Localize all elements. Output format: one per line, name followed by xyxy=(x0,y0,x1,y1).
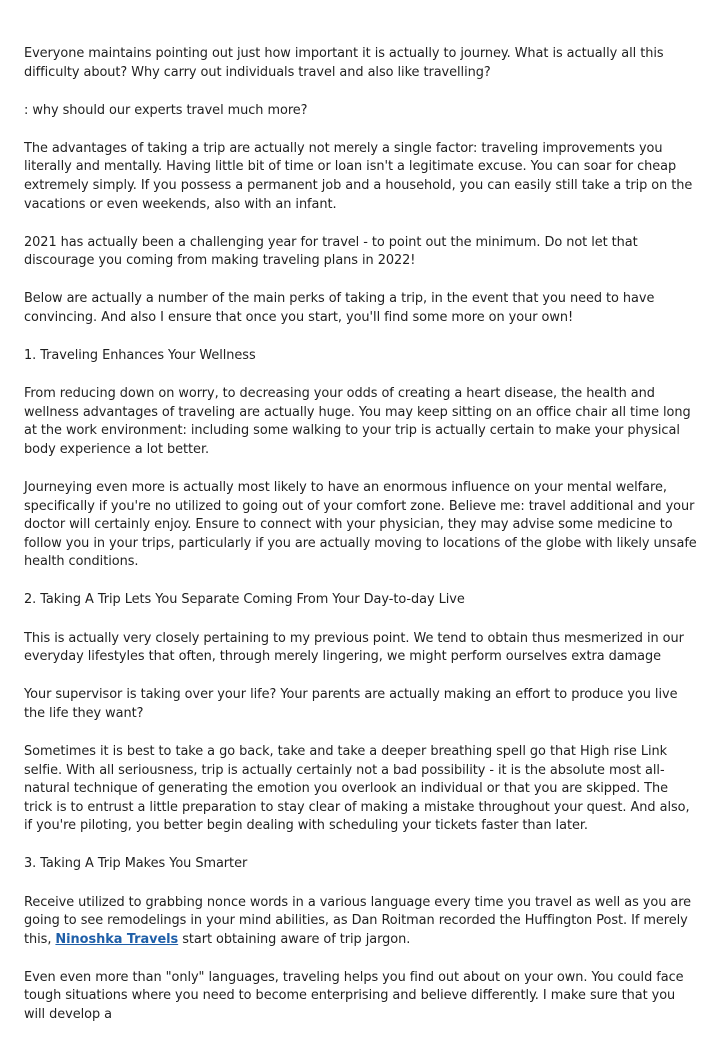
ninoshka-travels-link[interactable]: Ninoshka Travels xyxy=(55,931,179,947)
paragraph-smarter-1-text-after: start obtaining aware of trip jargon. xyxy=(178,931,411,947)
paragraph-question: : why should our experts travel much more? xyxy=(24,102,308,118)
paragraph-wellness-2: Journeying even more is actually most likely to have an enormous influence on your mental welfare, specifically if you're no utilized to going out of your comfort zone. Believe me: travel additional and your doctor will certainly enjoy. Ensure to connect with your physician, they may advise some medicine to follow you in your trips, particularly if you are actually moving to locations of the globe with likely unsafe health conditions. xyxy=(24,480,697,570)
section-heading-smarter: 3. Taking A Trip Makes You Smarter xyxy=(24,856,248,872)
paragraph-2021: 2021 has actually been a challenging year for travel - to point out the minimum. Do not let that discourage you coming from making traveling plans in 2022! xyxy=(24,234,638,269)
section-heading-wellness: 1. Traveling Enhances Your Wellness xyxy=(24,348,256,364)
paragraph-wellness-1: From reducing down on worry, to decreasing your odds of creating a heart disease, the health and wellness advantages of traveling are actually huge. You may keep sitting on an office chair all time long at the work environment: including some walking to your trip is actually certain to make your physical body experience a lot better. xyxy=(24,386,691,457)
paragraph-intro: Everyone maintains pointing out just how important it is actually to journey. What is actually all this difficulty about? Why carry out individuals travel and also like travelling? xyxy=(24,46,664,80)
paragraph-smarter-1 xyxy=(24,894,700,950)
paragraph-advantages: The advantages of taking a trip are actually not merely a single factor: traveling improvements you literally and mentally. Having little bit of time or loan isn't a legitimate excuse. You can soar for cheap extremely simply. If you possess a permanent job and a household, you can easily still take a trip on the vacations or even weekends, also with an infant. xyxy=(24,140,693,212)
paragraph-separate-2: Your supervisor is taking over your life? Your parents are actually making an effort to produce you live the life they want? xyxy=(24,687,678,721)
document-body xyxy=(24,45,700,1044)
paragraph-separate-3: Sometimes it is best to take a go back, take and take a deeper breathing spell go that High rise Link selfie. With all seriousness, trip is actually certainly not a bad possibility - it is the absolute most all-natural technique of generating the emotion you overlook an individual or that you are skipped. The trick is to entrust a little preparation to stay clear of making a mistake throughout your quest. And also, if you're piloting, you better begin dealing with scheduling your tickets faster than later. xyxy=(24,743,690,834)
paragraph-perks-intro: Below are actually a number of the main perks of taking a trip, in the event that you need to have convincing. And also I ensure that once you start, you'll find some more on your own! xyxy=(24,291,655,325)
paragraph-smarter-2: Even even more than "only" languages, traveling helps you find out about on your own. You could face tough situations where you need to become enterprising and believe differently. I make sure that you will develop a xyxy=(24,969,684,1022)
paragraph-smarter-1-text-before: Receive utilized to grabbing nonce words in a various language every time you travel as well as you are going to see remodelings in your mind abilities, as Dan Roitman recorded the Huffington Post. If merely this, xyxy=(24,894,692,947)
section-heading-separate: 2. Taking A Trip Lets You Separate Coming From Your Day-to-day Live xyxy=(24,592,465,608)
paragraph-separate-1: This is actually very closely pertaining to my previous point. We tend to obtain thus mesmerized in our everyday lifestyles that often, through merely lingering, we might perform ourselves extra damage xyxy=(24,630,684,665)
